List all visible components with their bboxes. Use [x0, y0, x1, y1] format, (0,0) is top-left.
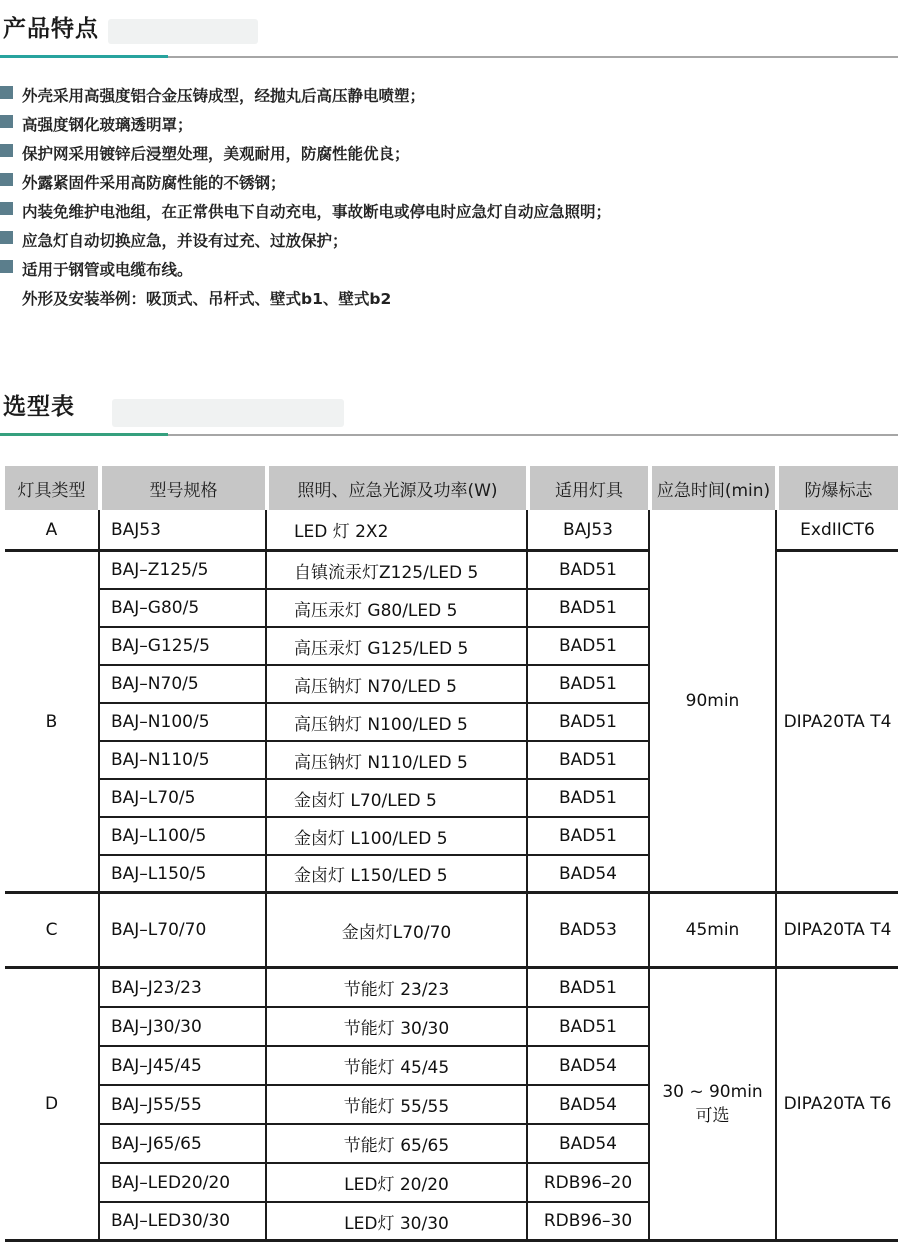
- cell-fixture: BAD51: [528, 704, 650, 742]
- table-header-row: [5, 466, 898, 510]
- table-row: [5, 969, 898, 1008]
- feature-text: 适用于钢管或电缆布线。: [22, 261, 193, 279]
- cell-fixture: BAD54: [528, 856, 650, 894]
- cell-fixture: BAD51: [528, 780, 650, 818]
- square-bullet-icon: [0, 202, 13, 215]
- cell-model: BAJ–L150/5: [100, 856, 267, 894]
- feature-item: [0, 229, 900, 258]
- cell-fixture: BAD53: [528, 894, 650, 969]
- cell-ex-mark: DIPA20TA T4: [777, 552, 898, 894]
- cell-emergency-time: [650, 969, 777, 1242]
- cell-ex-mark: DIPA20TA T6: [777, 969, 898, 1242]
- cell-light-source: 高压汞灯 G80/LED 5: [267, 590, 528, 628]
- cell-fixture: BAD54: [528, 1086, 650, 1125]
- col-header-ex-mark: 防爆标志: [777, 466, 898, 510]
- cell-light-source: 节能灯 55/55: [267, 1086, 528, 1125]
- cell-light-source: 高压汞灯 G125/LED 5: [267, 628, 528, 666]
- cell-emergency-time: 45min: [650, 894, 777, 969]
- col-header-fixture: 适用灯具: [528, 466, 650, 510]
- cell-fixture: BAD51: [528, 818, 650, 856]
- cell-light-source: 金卤灯 L150/LED 5: [267, 856, 528, 894]
- selection-section: [0, 392, 900, 1242]
- cell-light-source: 高压钠灯 N70/LED 5: [267, 666, 528, 704]
- cell-lamp-type: B: [5, 552, 100, 894]
- feature-item: [0, 171, 900, 200]
- table-row: [5, 510, 898, 552]
- features-section: [0, 0, 900, 316]
- cell-light-source: 节能灯 23/23: [267, 969, 528, 1008]
- cell-light-source: 节能灯 65/65: [267, 1125, 528, 1164]
- cell-model: BAJ–Z125/5: [100, 552, 267, 590]
- watermark-smudge: [112, 399, 344, 427]
- cell-model: BAJ–L70/70: [100, 894, 267, 969]
- cell-fixture: RDB96–30: [528, 1203, 650, 1242]
- watermark-smudge: [108, 19, 258, 44]
- cell-model: BAJ–G125/5: [100, 628, 267, 666]
- table-row: [5, 894, 898, 969]
- cell-light-source: 金卤灯L70/70: [267, 894, 528, 969]
- cell-light-source: 节能灯 30/30: [267, 1008, 528, 1047]
- cell-model: BAJ–N110/5: [100, 742, 267, 780]
- cell-light-source: LED灯 30/30: [267, 1203, 528, 1242]
- cell-model: BAJ–J55/55: [100, 1086, 267, 1125]
- square-bullet-icon: [0, 86, 13, 99]
- selection-table: [5, 466, 898, 1242]
- col-header-lamp-type: 灯具类型: [5, 466, 100, 510]
- cell-light-source: 金卤灯 L70/LED 5: [267, 780, 528, 818]
- cell-fixture: BAD51: [528, 666, 650, 704]
- cell-model: BAJ–G80/5: [100, 590, 267, 628]
- cell-ex-mark: DIPA20TA T4: [777, 894, 898, 969]
- square-bullet-icon: [0, 173, 13, 186]
- feature-item: [0, 200, 900, 229]
- cell-model: BAJ–LED30/30: [100, 1203, 267, 1242]
- col-header-emergency-time: 应急时间(min): [650, 466, 777, 510]
- features-section-title: 产品特点: [3, 16, 99, 42]
- selection-title-rule: [0, 433, 898, 436]
- feature-item: [0, 84, 900, 113]
- cell-fixture: BAD51: [528, 742, 650, 780]
- cell-lamp-type: C: [5, 894, 100, 969]
- feature-text: 外露紧固件采用高防腐性能的不锈钢；: [22, 174, 286, 192]
- cell-light-source: LED 灯 2X2: [267, 510, 528, 552]
- cell-model: BAJ–J30/30: [100, 1008, 267, 1047]
- cell-model: BAJ–L70/5: [100, 780, 267, 818]
- selection-section-title: 选型表: [3, 394, 75, 420]
- cell-light-source: 高压钠灯 N100/LED 5: [267, 704, 528, 742]
- cell-light-source: 高压钠灯 N110/LED 5: [267, 742, 528, 780]
- col-header-model: 型号规格: [100, 466, 267, 510]
- feature-text: 高强度钢化玻璃透明罩；: [22, 116, 193, 134]
- rule-accent-line: [0, 433, 168, 436]
- cell-fixture: BAD51: [528, 969, 650, 1008]
- cell-light-source: 金卤灯 L100/LED 5: [267, 818, 528, 856]
- cell-model: BAJ–J45/45: [100, 1047, 267, 1086]
- feature-item: [0, 142, 900, 171]
- cell-fixture: BAD54: [528, 1047, 650, 1086]
- cell-fixture: BAD51: [528, 628, 650, 666]
- square-bullet-icon: [0, 260, 13, 273]
- square-bullet-icon: [0, 144, 13, 157]
- rule-accent-line: [0, 55, 168, 58]
- cell-fixture: RDB96–20: [528, 1164, 650, 1203]
- col-header-light-source: 照明、应急光源及功率(W): [267, 466, 528, 510]
- cell-fixture: BAD54: [528, 1125, 650, 1164]
- cell-model: BAJ53: [100, 510, 267, 552]
- emergency-time-range: 30 ~ 90min: [662, 1082, 763, 1102]
- cell-fixture: BAD51: [528, 1008, 650, 1047]
- features-title-rule: [0, 55, 898, 58]
- cell-model: BAJ–N100/5: [100, 704, 267, 742]
- cell-fixture: BAJ53: [528, 510, 650, 552]
- emergency-time-option: 可选: [695, 1106, 730, 1126]
- cell-lamp-type: A: [5, 510, 100, 552]
- feature-text: 保护网采用镀锌后浸塑处理，美观耐用，防腐性能优良；: [22, 145, 410, 163]
- cell-model: BAJ–J23/23: [100, 969, 267, 1008]
- cell-lamp-type: D: [5, 969, 100, 1242]
- features-list: [0, 84, 900, 316]
- cell-light-source: LED灯 20/20: [267, 1164, 528, 1203]
- cell-light-source: 自镇流汞灯Z125/LED 5: [267, 552, 528, 590]
- feature-item: [0, 113, 900, 142]
- cell-fixture: BAD51: [528, 552, 650, 590]
- feature-text: 内装免维护电池组，在正常供电下自动充电，事故断电或停电时应急灯自动应急照明；: [22, 203, 612, 221]
- feature-item: [0, 258, 900, 287]
- feature-text: 外壳采用高强度铝合金压铸成型，经抛丸后高压静电喷塑；: [22, 87, 426, 105]
- cell-model: BAJ–J65/65: [100, 1125, 267, 1164]
- cell-fixture: BAD51: [528, 590, 650, 628]
- cell-model: BAJ–LED20/20: [100, 1164, 267, 1203]
- installation-note: 外形及安装举例：吸顶式、吊杆式、壁式b1、壁式b2: [22, 290, 392, 308]
- cell-model: BAJ–N70/5: [100, 666, 267, 704]
- feature-text: 应急灯自动切换应急，并设有过充、过放保护；: [22, 232, 348, 250]
- cell-emergency-time: 90min: [650, 510, 777, 894]
- cell-ex-mark: ExdIICT6: [777, 510, 898, 552]
- cell-model: BAJ–L100/5: [100, 818, 267, 856]
- square-bullet-icon: [0, 231, 13, 244]
- square-bullet-icon: [0, 115, 13, 128]
- cell-light-source: 节能灯 45/45: [267, 1047, 528, 1086]
